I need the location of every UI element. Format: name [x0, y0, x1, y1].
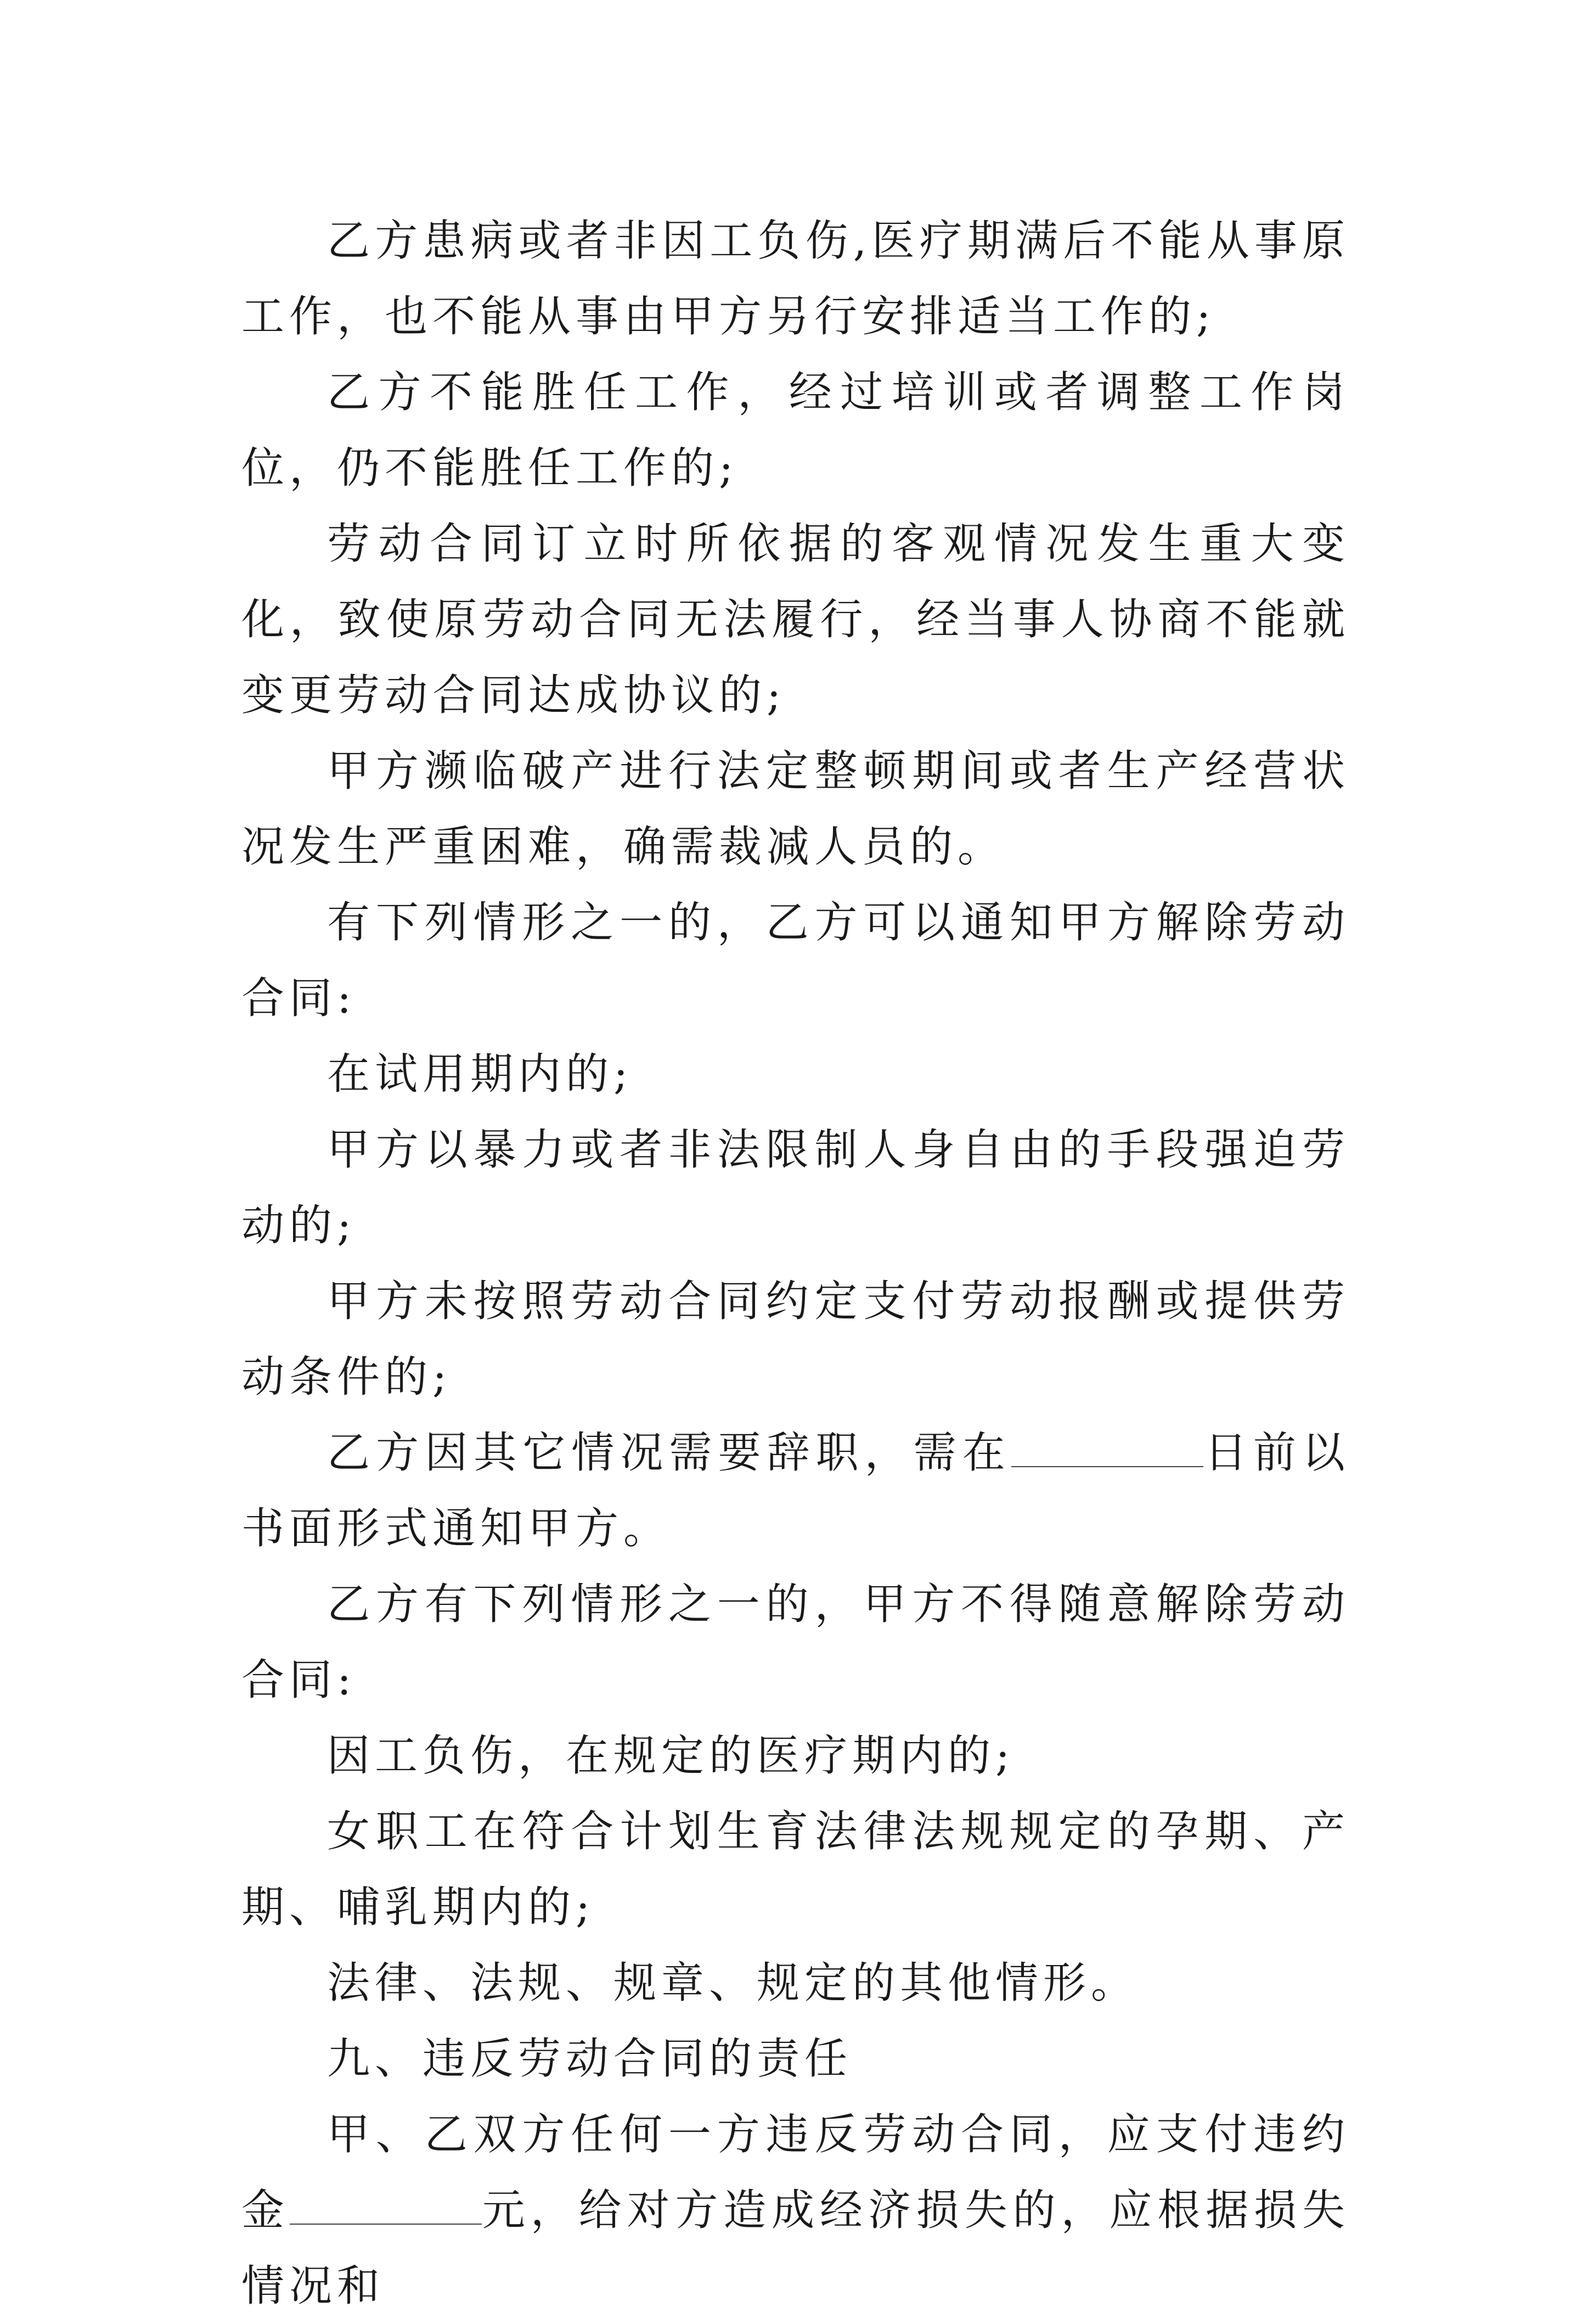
notice-days-blank: [1011, 1433, 1203, 1467]
paragraph-work-injury-clause: 因工负伤，在规定的医疗期内的;: [327, 1731, 1015, 1781]
paragraph-circumstance-change-clause: 劳动合同订立时所依据的客观情况发生重大变化，致使原劳动合同无法履行，经当事人协商不能就变更劳动合同达成协议的;: [241, 519, 1350, 720]
penalty-text-before: 甲、乙双方任何一方违反劳动合同，应支付违约金: [241, 2110, 1350, 2235]
contract-text: [241, 203, 1350, 2324]
paragraph-incompetence-clause: 乙方不能胜任工作，经过培训或者调整工作岗位，仍不能胜任工作的;: [241, 368, 1350, 493]
paragraph-unpaid-wages-clause: 甲方未按照劳动合同约定支付劳动报酬或提供劳动条件的;: [241, 1277, 1350, 1402]
section-heading-breach-liability: 九、违反劳动合同的责任: [327, 2034, 853, 2084]
paragraph-illness-clause: 乙方患病或者非因工负伤,医疗期满后不能从事原工作，也不能从事由甲方另行安排适当工作的;: [241, 216, 1350, 341]
resignation-text-after: 日前以书面形式通知甲方。: [241, 1428, 1350, 1553]
resignation-text-before: 乙方因其它情况需要辞职，需在: [327, 1428, 1011, 1478]
paragraph-probation-clause: 在试用期内的;: [327, 1049, 633, 1099]
paragraph-employee-termination-heading: 有下列情形之一的，乙方可以通知甲方解除劳动合同:: [241, 898, 1350, 1023]
penalty-amount-blank: [290, 2191, 482, 2225]
paragraph-female-worker-clause: 女职工在符合计划生育法律法规规定的孕期、产期、哺乳期内的;: [241, 1807, 1350, 1932]
penalty-text-after: 元，给对方造成经济损失的，应根据损失情况和: [241, 2186, 1350, 2311]
paragraph-penalty-clause: [241, 2097, 1350, 2324]
paragraph-layoff-clause: 甲方濒临破产进行法定整顿期间或者生产经营状况发生严重困难，确需裁减人员的。: [241, 746, 1350, 872]
paragraph-other-circumstances: 法律、法规、规章、规定的其他情形。: [327, 1958, 1139, 2008]
paragraph-protection-heading: 乙方有下列情形之一的，甲方不得随意解除劳动合同:: [241, 1580, 1350, 1705]
paragraph-forced-labor-clause: 甲方以暴力或者非法限制人身自由的手段强迫劳动的;: [241, 1125, 1350, 1250]
paragraph-resignation-notice: [241, 1415, 1350, 1567]
